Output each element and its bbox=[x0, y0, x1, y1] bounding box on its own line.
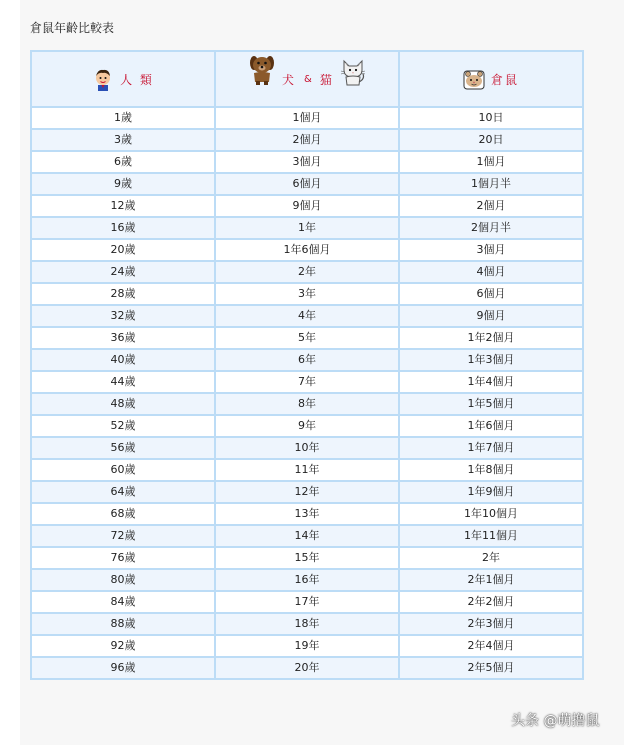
hamster-age-cell: 20日 bbox=[399, 129, 583, 151]
dog-cat-age-cell: 10年 bbox=[215, 437, 399, 459]
table-row bbox=[31, 239, 583, 261]
dog-cat-age-cell: 2個月 bbox=[215, 129, 399, 151]
dog-cat-age-cell: 2年 bbox=[215, 261, 399, 283]
dog-cat-age-cell: 13年 bbox=[215, 503, 399, 525]
hamster-age-cell: 2年5個月 bbox=[399, 657, 583, 679]
table-row bbox=[31, 129, 583, 151]
hamster-age-cell: 1年4個月 bbox=[399, 371, 583, 393]
table-row bbox=[31, 107, 583, 129]
human-age-cell: 20歲 bbox=[31, 239, 215, 261]
table-row bbox=[31, 151, 583, 173]
table-row bbox=[31, 481, 583, 503]
dog-cat-age-cell: 6個月 bbox=[215, 173, 399, 195]
table-row bbox=[31, 657, 583, 679]
table-row bbox=[31, 283, 583, 305]
dog-cat-age-cell: 6年 bbox=[215, 349, 399, 371]
hamster-age-cell: 2個月半 bbox=[399, 217, 583, 239]
dog-cat-age-cell: 11年 bbox=[215, 459, 399, 481]
hamster-icon bbox=[463, 69, 485, 91]
human-age-cell: 9歲 bbox=[31, 173, 215, 195]
hamster-age-cell: 1年7個月 bbox=[399, 437, 583, 459]
table-row bbox=[31, 349, 583, 371]
human-age-cell: 36歲 bbox=[31, 327, 215, 349]
table-row bbox=[31, 217, 583, 239]
hamster-age-cell: 6個月 bbox=[399, 283, 583, 305]
human-age-cell: 48歲 bbox=[31, 393, 215, 415]
hamster-age-cell: 1個月半 bbox=[399, 173, 583, 195]
human-age-cell: 28歲 bbox=[31, 283, 215, 305]
human-age-cell: 1歲 bbox=[31, 107, 215, 129]
header-hamster bbox=[399, 51, 583, 107]
dog-cat-age-cell: 1年6個月 bbox=[215, 239, 399, 261]
table-body bbox=[31, 107, 583, 679]
hamster-age-cell: 1個月 bbox=[399, 151, 583, 173]
table-row bbox=[31, 613, 583, 635]
hamster-age-cell: 1年8個月 bbox=[399, 459, 583, 481]
human-age-cell: 92歲 bbox=[31, 635, 215, 657]
hamster-age-cell: 10日 bbox=[399, 107, 583, 129]
watermark-text: 头条 @萌撸鼠 bbox=[511, 713, 600, 729]
dog-cat-age-cell: 15年 bbox=[215, 547, 399, 569]
dog-cat-age-cell: 14年 bbox=[215, 525, 399, 547]
human-age-cell: 32歲 bbox=[31, 305, 215, 327]
hamster-age-cell: 1年9個月 bbox=[399, 481, 583, 503]
header-human bbox=[31, 51, 215, 107]
cat-icon bbox=[340, 65, 366, 95]
dog-cat-age-cell: 9年 bbox=[215, 415, 399, 437]
table-row bbox=[31, 173, 583, 195]
human-age-cell: 56歲 bbox=[31, 437, 215, 459]
dog-cat-age-cell: 4年 bbox=[215, 305, 399, 327]
header-hamster-label: 倉鼠 bbox=[490, 73, 519, 87]
table-row bbox=[31, 327, 583, 349]
human-age-cell: 24歲 bbox=[31, 261, 215, 283]
human-age-cell: 68歲 bbox=[31, 503, 215, 525]
hamster-age-cell: 2年2個月 bbox=[399, 591, 583, 613]
hamster-age-cell: 3個月 bbox=[399, 239, 583, 261]
table-row bbox=[31, 437, 583, 459]
page-title: 倉鼠年齡比較表 bbox=[30, 21, 115, 35]
dog-icon bbox=[248, 64, 276, 96]
human-age-cell: 40歲 bbox=[31, 349, 215, 371]
hamster-age-cell: 2年 bbox=[399, 547, 583, 569]
human-age-cell: 96歲 bbox=[31, 657, 215, 679]
human-age-cell: 44歲 bbox=[31, 371, 215, 393]
table-row bbox=[31, 459, 583, 481]
human-age-cell: 72歲 bbox=[31, 525, 215, 547]
table-row bbox=[31, 261, 583, 283]
dog-cat-age-cell: 7年 bbox=[215, 371, 399, 393]
hamster-age-cell: 2個月 bbox=[399, 195, 583, 217]
human-age-cell: 64歲 bbox=[31, 481, 215, 503]
human-age-cell: 80歲 bbox=[31, 569, 215, 591]
table-row bbox=[31, 305, 583, 327]
table-row bbox=[31, 195, 583, 217]
human-age-cell: 6歲 bbox=[31, 151, 215, 173]
header-dog-cat bbox=[215, 51, 399, 107]
table-row bbox=[31, 415, 583, 437]
hamster-age-cell: 1年6個月 bbox=[399, 415, 583, 437]
dog-cat-age-cell: 1年 bbox=[215, 217, 399, 239]
hamster-age-cell: 4個月 bbox=[399, 261, 583, 283]
dog-cat-age-cell: 3年 bbox=[215, 283, 399, 305]
table-row bbox=[31, 591, 583, 613]
header-cat-label: 猫 bbox=[319, 73, 334, 87]
header-human-label: 人 類 bbox=[120, 73, 154, 87]
hamster-age-cell: 1年3個月 bbox=[399, 349, 583, 371]
hamster-age-cell: 1年11個月 bbox=[399, 525, 583, 547]
table-row bbox=[31, 371, 583, 393]
dog-cat-age-cell: 3個月 bbox=[215, 151, 399, 173]
human-age-cell: 60歲 bbox=[31, 459, 215, 481]
table-row bbox=[31, 503, 583, 525]
table-row bbox=[31, 569, 583, 591]
hamster-age-cell: 2年3個月 bbox=[399, 613, 583, 635]
dog-cat-age-cell: 17年 bbox=[215, 591, 399, 613]
header-dog-label: 犬 bbox=[282, 73, 297, 87]
hamster-age-cell: 1年2個月 bbox=[399, 327, 583, 349]
hamster-age-cell: 2年4個月 bbox=[399, 635, 583, 657]
table-header-row bbox=[31, 51, 583, 107]
table-row bbox=[31, 393, 583, 415]
dog-cat-age-cell: 16年 bbox=[215, 569, 399, 591]
human-age-cell: 3歲 bbox=[31, 129, 215, 151]
human-age-cell: 76歲 bbox=[31, 547, 215, 569]
dog-cat-age-cell: 12年 bbox=[215, 481, 399, 503]
dog-cat-age-cell: 9個月 bbox=[215, 195, 399, 217]
hamster-age-cell: 9個月 bbox=[399, 305, 583, 327]
dog-cat-age-cell: 18年 bbox=[215, 613, 399, 635]
table-row bbox=[31, 547, 583, 569]
hamster-age-cell: 1年5個月 bbox=[399, 393, 583, 415]
table-row bbox=[31, 525, 583, 547]
human-age-cell: 52歲 bbox=[31, 415, 215, 437]
hamster-age-cell: 2年1個月 bbox=[399, 569, 583, 591]
human-age-cell: 16歲 bbox=[31, 217, 215, 239]
table-row bbox=[31, 635, 583, 657]
header-amp: & bbox=[304, 74, 312, 85]
age-comparison-table bbox=[30, 50, 584, 680]
human-age-cell: 12歲 bbox=[31, 195, 215, 217]
human-age-cell: 84歲 bbox=[31, 591, 215, 613]
dog-cat-age-cell: 20年 bbox=[215, 657, 399, 679]
hamster-age-cell: 1年10個月 bbox=[399, 503, 583, 525]
human-age-cell: 88歲 bbox=[31, 613, 215, 635]
dog-cat-age-cell: 1個月 bbox=[215, 107, 399, 129]
dog-cat-age-cell: 5年 bbox=[215, 327, 399, 349]
dog-cat-age-cell: 8年 bbox=[215, 393, 399, 415]
boy-icon bbox=[92, 68, 114, 92]
dog-cat-age-cell: 19年 bbox=[215, 635, 399, 657]
